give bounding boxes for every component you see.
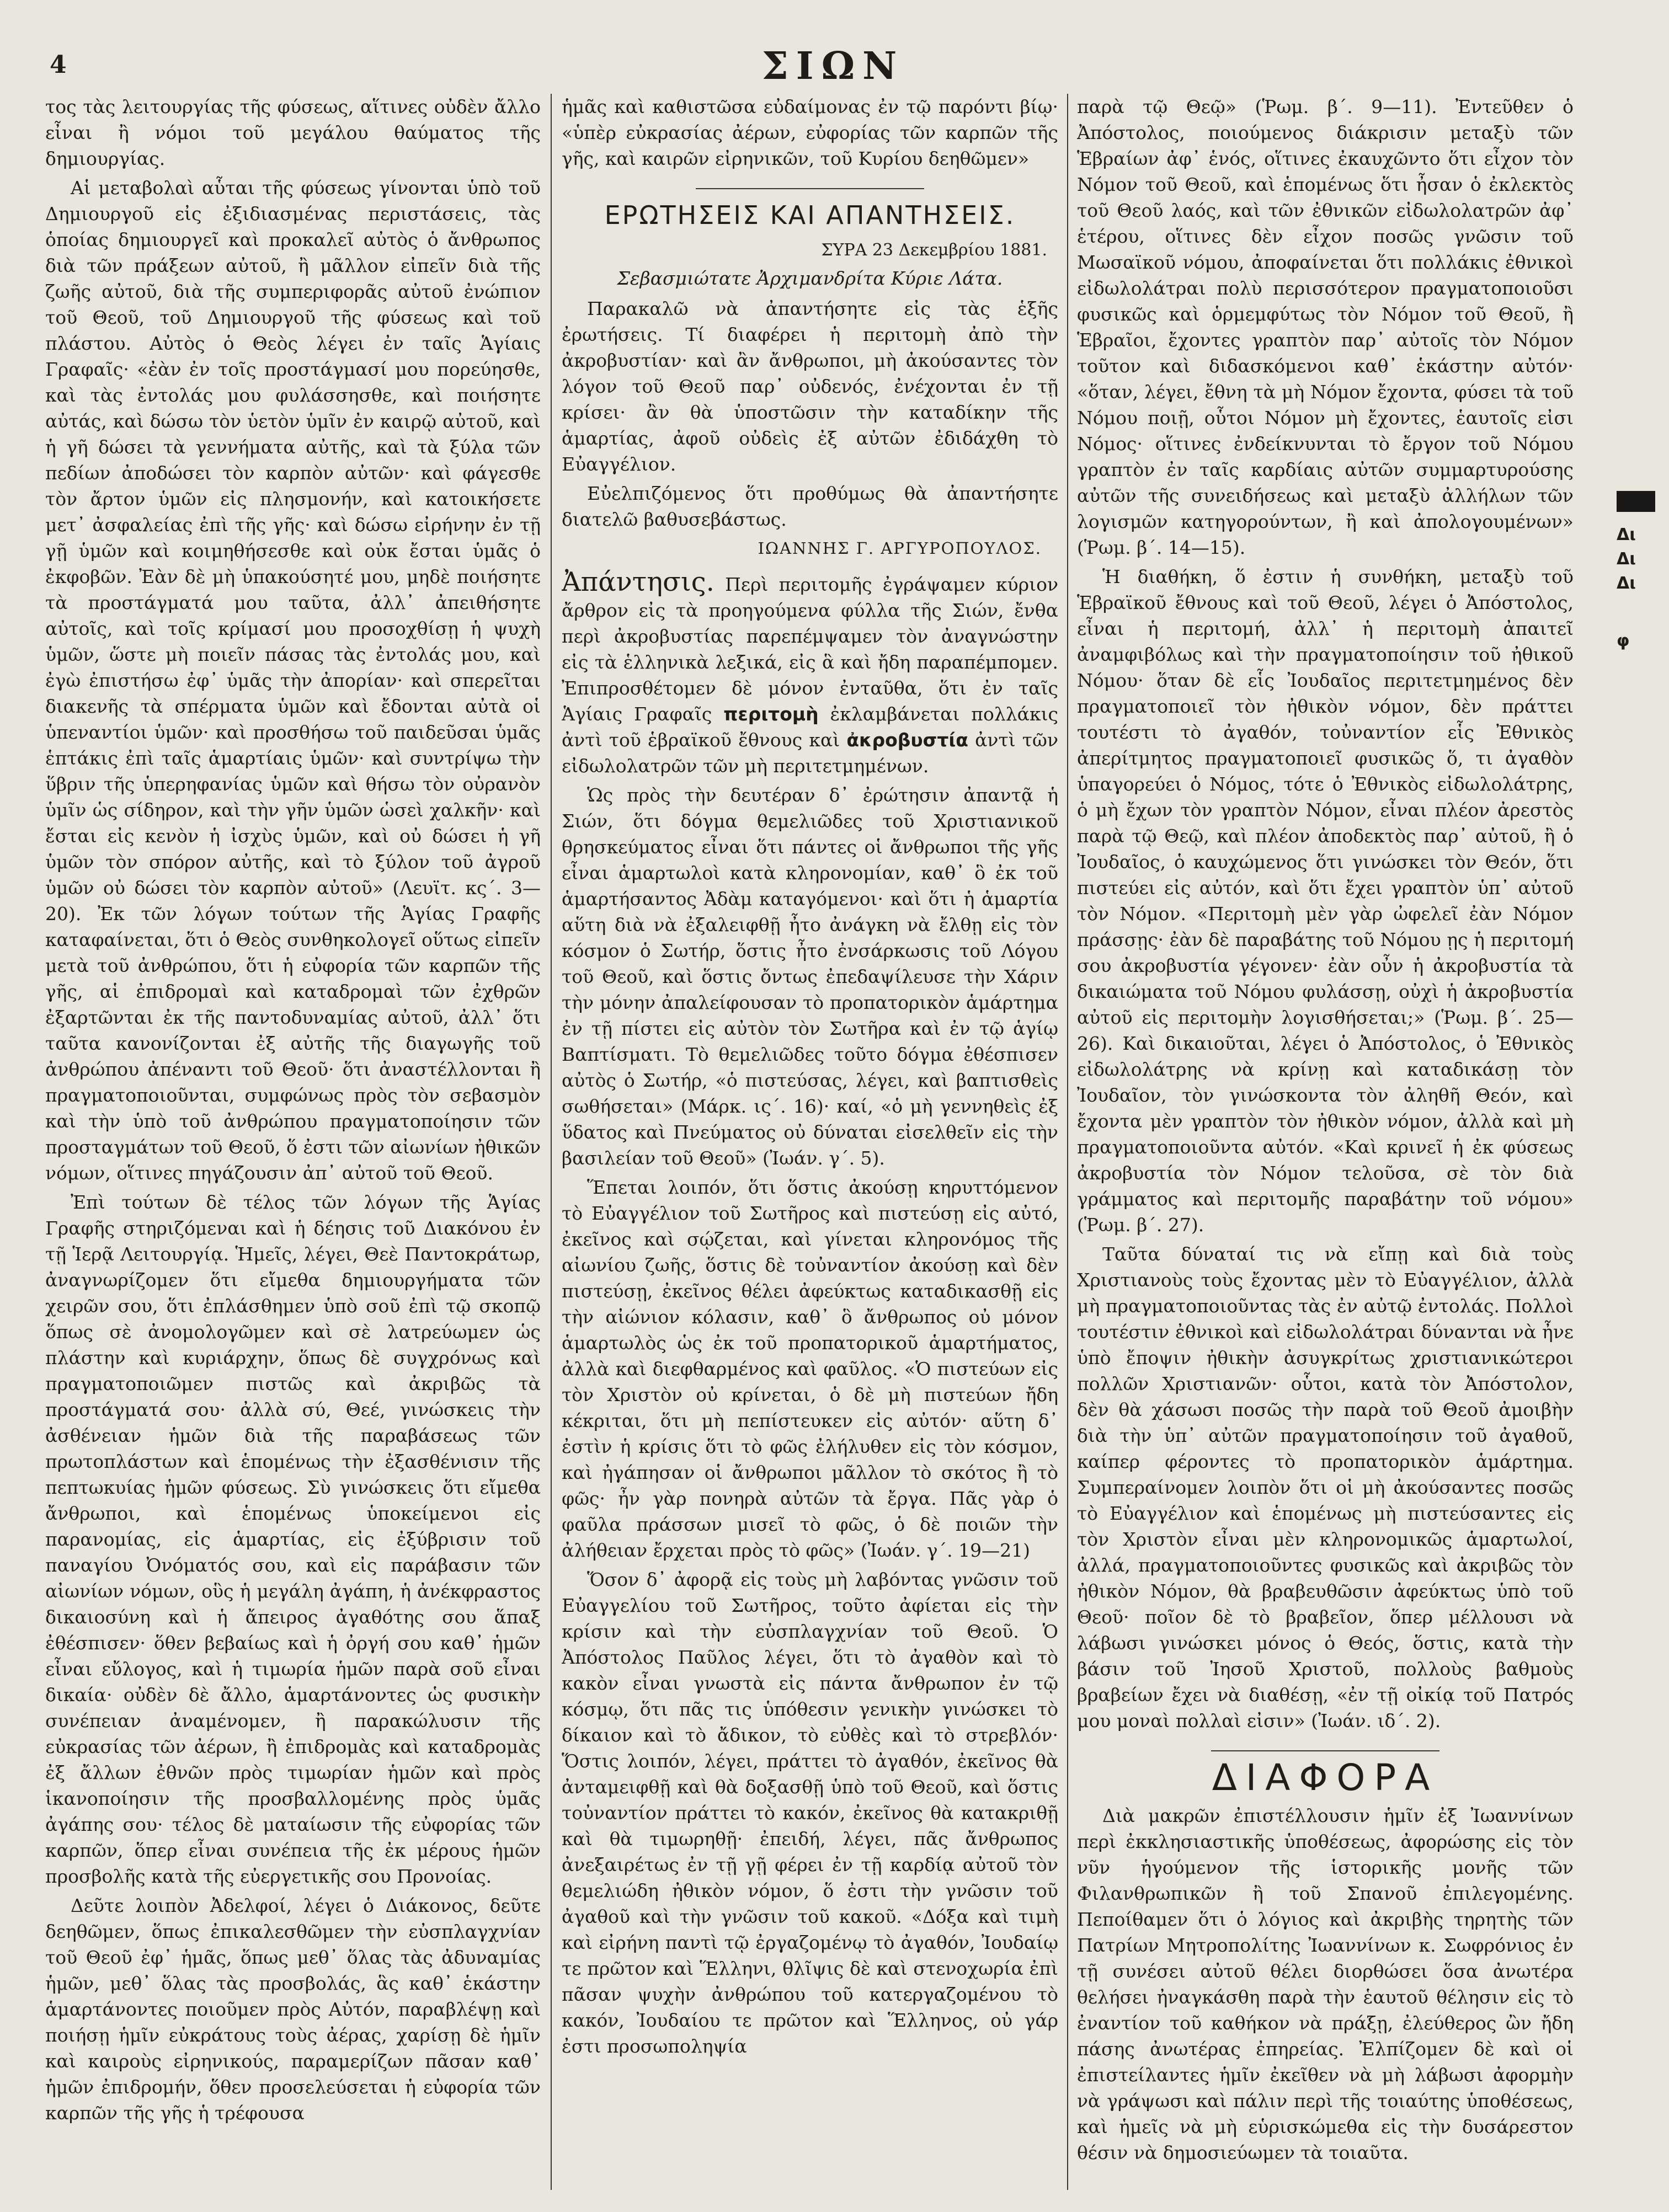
edge-text: Δι (1617, 549, 1636, 569)
paragraph: Ὡς πρὸς τὴν δευτέραν δ᾽ ἐρώτησιν ἀπαντᾷ ἡ Σιών, ὅτι δόγμα θεμελιῶδες τοῦ Χριστιανικοῦ θρησκεύματος εἶναι ὅτι πάντες οἱ ἄνθρωποι τῆς γῆς εἶναι ἁμαρτωλοὶ κατὰ κληρονομίαν, καθ᾽ ὃ ἐκ τοῦ ἁμαρτήσαντος Ἀδὰμ καταγόμενοι· καὶ ὅτι ἡ ἁμαρτία αὕτη διὰ νὰ ἐξαλειφθῇ ἦτο ἀνάγκη νὰ ἔλθῃ εἰς τὸν κόσμον ὁ Σωτήρ, ὅστις ἦτο ἐνσάρκωσις τοῦ Λόγου τοῦ Θεοῦ, καὶ ὅστις ὄντως ἐπεδαψίλευσε τὴν Χάριν τὴν μόνην ἀπαλείφουσαν τὸ προπατορικὸν ἁμάρτημα ἐν τῇ πίστει εἰς αὐτὸν τὸν Σωτῆρα καὶ ἐν τῷ ἁγίῳ Βαπτίσματι. Τὸ θεμελιῶδες τοῦτο δόγμα ἐθέσπισεν αὐτὸς ὁ Σωτήρ, «ὁ πιστεύσας, λέγει, καὶ βαπτισθεὶς σωθήσεται» (Μάρκ. ις΄. 16)· καί, «ὁ μὴ γεννηθεὶς ἐξ ὕδατος καὶ Πνεύματος οὐ δύναται εἰσελθεῖν εἰς τὴν βασιλείαν τοῦ Θεοῦ» (Ἰωάν. γ΄. 5). (562, 784, 1058, 1169)
edge-text: Δι (1617, 525, 1636, 544)
column-2 (562, 94, 1058, 2201)
letter-paragraph: Εὐελπιζόμενος ὅτι προθύμως θὰ ἀπαντήσητε διατελῶ βαθυσεβάστως. (562, 483, 1058, 530)
masthead: ΣΙΩΝ (761, 44, 905, 88)
paragraph: ἡμᾶς καὶ καθιστῶσα εὐδαίμονας ἐν τῷ παρόντι βίῳ· «ὑπὲρ εὐκρασίας ἀέρων, εὐφορίας τῶν καρπῶν τῆς γῆς, καὶ καιρῶν εἰρηνικῶν, τοῦ Κυρίου δεηθῶμεν» (562, 96, 1058, 169)
letter-salutation: Σεβασμιώτατε Ἀρχιμανδρίτα Κύριε Λάτα. (617, 268, 1003, 289)
term-uncircumcision: ἀκροβυστία (846, 729, 968, 751)
page-header (39, 44, 1628, 94)
adjacent-page-edge (1617, 491, 1669, 653)
paragraph: Ὅσον δ᾽ ἀφορᾷ εἰς τοὺς μὴ λαβόντας γνῶσιν τοῦ Εὐαγγελίου τοῦ Σωτῆρος, τοῦτο ἀφίεται εἰς τὴν κρίσιν καὶ τὴν εὐσπλαγχνίαν τοῦ Θεοῦ. Ὁ Ἀπόστολος Παῦλος λέγει, ὅτι τὸ ἀγαθὸν καὶ τὸ κακὸν εἶναι γνωστὰ εἰς πάντα ἄνθρωπον ἐν τῷ κόσμῳ, ὅτι πᾶς τις ὑπόθεσιν γενικὴν γινώσκει τὸ δίκαιον καὶ τὸ ἄδικον, τὸ εὐθὲς καὶ τὸ στρεβλόν· Ὅστις λοιπόν, λέγει, πράττει τὸ ἀγαθόν, ἐκεῖνος θὰ ἀνταμειφθῇ καὶ θὰ δοξασθῇ ὑπὸ τοῦ Θεοῦ, καὶ ὅστις τοὐναντίον πράττει τὸ κακόν, ἐκεῖνος θὰ κατακριθῇ καὶ θὰ τιμωρηθῇ· ἐπειδή, λέγει, πᾶς ἄνθρωπος ἀνεξαιρέτως ἐν τῇ γῇ φέρει ἐν τῇ καρδίᾳ αὐτοῦ τὸν θεμελιώδη ἠθικὸν νόμον, ὅ ἐστι τὴν γνῶσιν τοῦ ἀγαθοῦ καὶ τὴν γνῶσιν τοῦ κακοῦ. «Δόξα καὶ τιμὴ καὶ εἰρήνη παντὶ τῷ ἐργαζομένῳ τὸ ἀγαθόν, Ἰουδαίῳ τε πρῶτον καὶ Ἕλληνι, θλῖψις δὲ καὶ στενοχωρία ἐπὶ πᾶσαν ψυχὴν ἀνθρώπου τοῦ κατεργαζομένου τὸ κακόν, Ἰουδαίου τε πρῶτον καὶ Ἕλληνος, οὐ γάρ ἐστι προσωποληψία (562, 1569, 1058, 2057)
letter-signature: ΙΩΑΝΝΗΣ Γ. ΑΡΓΥΡΟΠΟΥΛΟΣ. (758, 539, 1042, 558)
answer-label: Ἀπάντησις. (562, 567, 714, 597)
paragraph: Ἐπὶ τούτων δὲ τέλος τῶν λόγων τῆς Ἁγίας Γραφῆς στηριζόμεναι καὶ ἡ δέησις τοῦ Διακόνου ἐν τῇ Ἱερᾷ Λειτουργίᾳ. Ἡμεῖς, λέγει, Θεὲ Παντοκράτωρ, ἀναγνωρίζομεν ὅτι εἴμεθα δημιουργήματα τῶν χειρῶν σου, ὅτι ἐπλάσθημεν ὑπὸ σοῦ ἐπὶ τῷ σκοπῷ ὅπως σὲ ἀνομολογῶμεν καὶ σὲ λατρεύωμεν ὡς πλάστην καὶ κυριάρχην, ὅπως δὲ συγχρόνως καὶ πραγματοποιῶμεν πιστῶς καὶ ἀκριβῶς τὰ προστάγματά σου· ἀλλὰ σύ, Θεέ, γινώσκεις τὴν ἀσθένειαν ἡμῶν διὰ τῆς παραβάσεως τῶν πρωτοπλάστων καὶ ἑπομένως τὴν ἐξασθένισιν τῆς πεπτωκυίας ἡμῶν φύσεως. Σὺ γινώσκεις ὅτι εἴμεθα ἄνθρωποι, καὶ ἑπομένως ὑποκείμενοι εἰς παρανομίας, εἰς ἁμαρτίας, εἰς ἐξύβρισιν τοῦ παναγίου Ὀνόματός σου, καὶ εἰς παράβασιν τῶν αἰωνίων νόμων, οὓς ἡ μεγάλη ἀγάπη, ἡ ἀνέκφραστος δικαιοσύνη καὶ ἡ ἄπειρος ἀγαθότης σου ἅπαξ ἐθέσπισεν· ὅθεν βεβαίως καὶ ἡ ὀργή σου καθ᾽ ἡμῶν εἶναι εὔλογος, καὶ ἡ τιμωρία ἡμῶν παρὰ σοῦ εἶναι δικαία· οὐδὲν δὲ ἄλλο, ἁμαρτάνοντες ὡς φυσικὴν συνέπειαν ἀναμένομεν, ἢ παρακώλυσιν τῆς εὐκρασίας τῶν ἀέρων, ἢ ἐπιδρομὰς καὶ καταδρομὰς ἐξ ἄλλων ἐθνῶν πρὸς τιμωρίαν ἡμῶν καὶ πρὸς ἱκανοποίησιν τῆς προσβαλλομένης πρὸς ὑμᾶς ἀγάπης σου· τέλος δὲ ματαίωσιν τῆς εὐφορίας τῶν καρπῶν, ὅπερ εἶναι συνέπεια τῆς ἐκ μέρους ἡμῶν προσβολῆς κατὰ τῆς εὐεργετικῆς σου Προνοίας. (45, 1192, 541, 1887)
term-circumcision: περιτομὴ (723, 703, 819, 725)
edge-text: φ (1617, 631, 1630, 650)
misc-paragraph: Διὰ μακρῶν ἐπιστέλλουσιν ἡμῖν ἐξ Ἰωαννίνων περὶ ἐκκλησιαστικῆς ὑποθέσεως, ἀφορώσης εἰς τὸν νῦν ἡγούμενον τῆς ἱστορικῆς μονῆς τῶν Φιλανθρωπικῶν ἢ τοῦ Σπανοῦ ἐπιλεγομένης. Πεποίθαμεν ὅτι ὁ λόγιος καὶ ἀκριβὴς τηρητὴς τῶν Πατρίων Μητροπολίτης Ἰωαννίνων κ. Σωφρόνιος ἐν τῇ συνέσει αὐτοῦ θέλει διορθώσει ὅσα ἀνωτέρα θελήσει ἠναγκάσθη παρὰ τὴν ἑαυτοῦ θέλησιν εἰς τὸ ἐναντίον τοῦ καθήκον νὰ πράξῃ, ἐλεύθερος ὢν ἤδη πάσης ἀνωτέρας ἐπηρείας. Ἐλπίζομεν δὲ καὶ οἱ ἐπιστείλαντες ἡμῖν ἐκεῖθεν νὰ μὴ λάβωσι ἀφορμὴν νὰ γράψωσι καὶ πάλιν περὶ τῆς τοιαύτης ὑποθέσεως, καὶ ἡμεῖς νὰ μὴ εὑρισκώμεθα εἰς τὴν δυσάρεστον θέσιν νὰ δημοσιεύωμεν τὰ τοιαῦτα. (1077, 1805, 1574, 2163)
answer-end: ἀντὶ τῶν εἰδωλολατρῶν τῶν μὴ περιτετμημένων. (562, 729, 1058, 777)
paragraph: Ἕπεται λοιπόν, ὅτι ὅστις ἀκούσῃ κηρυττόμενον τὸ Εὐαγγέλιον τοῦ Σωτῆρος καὶ πιστεύσῃ εἰς αὐτό, ἐκεῖνος καὶ σῴζεται, καὶ γίνεται κληρονόμος τῆς αἰωνίου ζωῆς, ὅστις δὲ τοὐναντίον ἀκούσῃ καὶ δὲν πιστεύσῃ, ἐκεῖνος θέλει ἀφεύκτως καταδικασθῇ εἰς τὴν αἰώνιον κόλασιν, καθ᾽ ὃ ἄνθρωπος οὐ μόνον ἁμαρτωλὸς ὡς ἐκ τοῦ προπατορικοῦ ἁμαρτήματος, ἀλλὰ καὶ διεφθαρμένος καὶ φαῦλος. «Ὁ πιστεύων εἰς τὸν Χριστὸν οὐ κρίνεται, ὁ δὲ μὴ πιστεύων ἤδη κέκριται, ὅτι μὴ πεπίστευκεν εἰς αὐτόν· αὕτη δ᾽ ἐστὶν ἡ κρίσις ὅτι τὸ φῶς ἐλήλυθεν εἰς τὸν κόσμον, καὶ ἠγάπησαν οἱ ἄνθρωποι μᾶλλον τὸ σκότος ἢ τὸ φῶς· ἦν γὰρ πονηρὰ αὐτῶν τὰ ἔργα. Πᾶς γὰρ ὁ φαῦλα πράσσων μισεῖ τὸ φῶς, ὁ δὲ ποιῶν τὴν ἀλήθειαν ἔρχεται πρὸς τὸ φῶς» (Ἰωάν. γ΄. 19—21) (562, 1177, 1058, 1561)
letter-paragraph: Παρακαλῶ νὰ ἀπαντήσητε εἰς τὰς ἑξῆς ἐρωτήσεις. Τί διαφέρει ἡ περιτομὴ ἀπὸ τὴν ἀκροβυστίαν· καὶ ἂν ἄνθρωποι, μὴ ἀκούσαντες τὸν λόγον τοῦ Θεοῦ παρ᾽ οὐδενός, ἐνέχονται ἐν τῇ κρίσει· ἂν θὰ ὑποστῶσιν τὴν καταδίκην τῆς ἁμαρτίας, ἀφοῦ οὐδεὶς ἐξ αὐτῶν ἐδιδάχθη τὸ Εὐαγγέλιον. (562, 298, 1058, 475)
column-3 (1077, 94, 1574, 2201)
answer-paragraph (562, 569, 1058, 779)
paragraph: Ταῦτα δύναταί τις νὰ εἴπῃ καὶ διὰ τοὺς Χριστιανοὺς τοὺς ἔχοντας μὲν τὸ Εὐαγγέλιον, ἀλλὰ μὴ πραγματοποιοῦντας τὰς ἐν αὐτῷ ἐντολάς. Πολλοὶ τουτέστιν ἐθνικοὶ καὶ εἰδωλολάτραι δύνανται νὰ ἦνε ὑπὸ ἔποψιν ἠθικὴν ἀσυγκρίτως χριστιανικώτεροι πολλῶν Χριστιανῶν· οὗτοι, κατὰ τὸν Ἀπόστολον, δὲν θὰ χάσωσι ποσῶς τὴν παρὰ τοῦ Θεοῦ ἀμοιβὴν διὰ τὴν ὑπ᾽ αὐτῶν πραγματοποίησιν τοῦ ἀγαθοῦ, καίπερ φέροντες τὸ προπατορικὸν ἁμάρτημα. Συμπεραίνομεν λοιπὸν ὅτι οἱ μὴ ἀκούσαντες ποσῶς τὸ Εὐαγγέλιον καὶ ἑπομένως μὴ πιστεύσαντες εἰς τὸν Χριστὸν εἶναι μὲν κληρονομικῶς ἁμαρτωλοί, ἀλλά, πραγματοποιοῦντες φυσικῶς καὶ ἀκριβῶς τὸν ἠθικὸν Νόμον, θὰ βραβευθῶσιν ἀφεύκτως ὑπὸ τοῦ Θεοῦ· ποῖον δὲ τὸ βραβεῖον, ὅπερ μέλλουσι νὰ λάβωσι γινώσκει μόνος ὁ Θεός, ὅστις, κατὰ τὴν βάσιν τοῦ Ἰησοῦ Χριστοῦ, πολλοὺς βαθμοὺς βραβείων ἔχει νὰ διαθέσῃ, «ἐν τῇ οἰκίᾳ τοῦ Πατρός μου μοναὶ πολλαὶ εἰσιν» (Ἰωάν. ιδ΄. 2). (1077, 1243, 1574, 1732)
paragraph: τος τὰς λειτουργίας τῆς φύσεως, αἵτινες οὐδὲν ἄλλο εἶναι ἢ νόμοι τοῦ μεγάλου θαύματος τῆς δημιουργίας. (45, 96, 541, 169)
edge-text: Δι (1617, 574, 1636, 593)
column-rule-1 (551, 94, 552, 2190)
paragraph: Δεῦτε λοιπὸν Ἀδελφοί, λέγει ὁ Διάκονος, δεῦτε δεηθῶμεν, ὅπως ἐπικαλεσθῶμεν τὴν εὐσπλαγχνίαν τοῦ Θεοῦ ἐφ᾽ ἡμᾶς, ὅπως μεθ᾽ ὅλας τὰς ἀδυναμίας ἡμῶν, μεθ᾽ ὅλας τὰς προσβολάς, ἃς καθ᾽ ἑκάστην ἁμαρτάνοντες ποιοῦμεν πρὸς Αὐτόν, παραβλέψῃ καὶ ποιήσῃ ἡμῖν εὐκράτους τοὺς ἀέρας, χαρίσῃ δὲ ἡμῖν καὶ καιροὺς εἰρηνικούς, παραμερίζων πᾶσαν καθ᾽ ἡμῶν ἐπιδρομήν, ὅθεν προσελεύσεται ἡ εὐφορία τῶν καρπῶν τῆς γῆς ἡ τρέφουσα (45, 1895, 541, 2124)
paragraph: Αἱ μεταβολαὶ αὗται τῆς φύσεως γίνονται ὑπὸ τοῦ Δημιουργοῦ εἰς ἐξιδιασμένας περιστάσεις, τὰς ὁποίας δημιουργεῖ καὶ προκαλεῖ αὐτὸς ὁ ἄνθρωπος διὰ τῶν πράξεων αὐτοῦ, ἢ μᾶλλον εἰπεῖν διὰ τῆς ζωῆς αὐτοῦ, διὰ τῆς συμπεριφορᾶς αὐτοῦ ἐνώπιον τοῦ Θεοῦ, τοῦ Δημιουργοῦ τῆς φύσεως καὶ τοῦ πλάστου. Αὐτὸς ὁ Θεὸς λέγει ἐν ταῖς Ἁγίαις Γραφαῖς· «ἐὰν ἐν τοῖς προστάγμασί μου πορεύησθε, καὶ τὰς ἐντολάς μου φυλάσσησθε, καὶ ποιήσητε αὐτάς, καὶ δώσω τὸν ὑετὸν ὑμῖν ἐν καιρῷ αὐτοῦ, καὶ ἡ γῆ δώσει τὰ γεννήματα αὐτῆς, καὶ τὰ ξύλα τῶν πεδίων ἀποδώσει τὸν καρπὸν αὐτῶν· καὶ φάγεσθε τὸν ἄρτον ὑμῶν εἰς πλησμονήν, καὶ κατοικήσετε μετ᾽ ἀσφαλείας ἐπὶ τῆς γῆς· καὶ δώσω εἰρήνην ἐν τῇ γῇ ὑμῶν καὶ κοιμηθήσεσθε καὶ οὐκ ἔσται ὑμᾶς ὁ ἐκφοβῶν. Ἐὰν δὲ μὴ ὑπακούσητέ μου, μηδὲ ποιήσητε τὰ προστάγματά μου ταῦτα, ἀλλ᾽ ἀπειθήσητε αὐτοῖς, καὶ τοῖς κρίμασί μου προσοχθίσῃ ἡ ψυχὴ ὑμῶν, ὥστε μὴ ποιεῖν πάσας τὰς ἐντολάς μου, καὶ ἐγὼ ἐπιστήσω ἐφ᾽ ὑμᾶς τὴν ἀπορίαν· καὶ σπερεῖται διακενῆς τὰ σπέρματα ὑμῶν καὶ ἔδονται αὐτὰ οἱ ὑπεναντίοι ὑμῶν· καὶ προσθήσω τοῦ παιδεῦσαι ὑμᾶς ἑπτάκις ἐπὶ ταῖς ἁμαρτίαις ὑμῶν· καὶ συντρίψω τὴν ὕβριν τῆς ὑπερηφανίας ὑμῶν καὶ θήσω τὸν οὐρανὸν ὑμῖν ὡς σίδηρον, καὶ τὴν γῆν ὑμῶν ὡσεὶ χαλκῆν· καὶ ἔσται εἰς κενὸν ἡ ἰσχὺς ὑμῶν, καὶ οὐ δώσει ἡ γῆ ὑμῶν τὸν σπόρον αὐτῆς, καὶ τὸ ξύλον τοῦ ἀγροῦ ὑμῶν οὐ δώσει τὸν καρπὸν αὐτοῦ» (Λευϊτ. κς΄. 3—20). Ἐκ τῶν λόγων τούτων τῆς Ἁγίας Γραφῆς καταφαίνεται, ὅτι ὁ Θεὸς συνθηκολογεῖ οὕτως εἰπεῖν μετὰ τοῦ ἀνθρώπου, ὅτι ἡ εὐφορία τῶν καρπῶν τῆς γῆς, αἱ ἐπιδρομαὶ καὶ καταδρομαὶ τῶν ἐχθρῶν ἐξαρτῶνται ἐκ τῆς παντοδυναμίας αὐτοῦ, ἀλλ᾽ ὅτι ταῦτα κανονίζονται ἐξ αὐτῆς τῆς διαγωγῆς τοῦ ἀνθρώπου ἀπέναντι τοῦ Θεοῦ· ὅτι ἀναστέλλονται ἢ πραγματοποιοῦνται, συμφώνως πρὸς τὸν σεβασμὸν καὶ τὴν ὑπὸ τοῦ ἀνθρώπου πραγματοποίησιν τῶν προσταγμάτων τοῦ Θεοῦ, ὅ ἐστι τῶν αἰωνίων ἠθικῶν νόμων, οἵτινες πηγάζουσιν ἀπ᾽ αὐτοῦ τοῦ Θεοῦ. (45, 177, 541, 1184)
answer-mid: ἐκλαμβάνεται πολλάκις ἀντὶ τοῦ ἑβραϊκοῦ ἔθνους καὶ (562, 703, 1058, 751)
edge-dark-block (1617, 491, 1655, 512)
page-number: 4 (50, 51, 67, 79)
paragraph: Ἡ διαθήκη, ὅ ἐστιν ἡ συνθήκη, μεταξὺ τοῦ Ἑβραϊκοῦ ἔθνους καὶ τοῦ Θεοῦ, λέγει ὁ Ἀπόστολος, εἶναι ἡ περιτομή, ἀλλ᾽ ἡ περιτομὴ ἀπαιτεῖ ἀναμφιβόλως καὶ τὴν πραγματοποίησιν τοῦ ἠθικοῦ Νόμου· ὅταν δὲ εἷς Ἰουδαῖος περιτετμημένος δὲν πραγματοποιεῖ τὸν ἠθικὸν νόμον, δὲν πράττει τουτέστι τὸ ἀγαθόν, τοὐναντίον εἷς Ἐθνικὸς ἀπερίτμητος πραγματοποιεῖ φυσικῶς ὅ, τι ἀγαθὸν ὑπαγορεύει ὁ Νόμος, τότε ὁ Ἐθνικὸς εἰδωλολάτρης, ὁ μὴ ἔχων τὸν γραπτὸν Νόμον, εἶναι πλέον ἀρεστὸς παρὰ τῷ Θεῷ, καὶ πλέον ἀποδεκτὸς παρ᾽ αὐτοῦ, ἢ ὁ Ἰουδαῖος, ὁ καυχώμενος ὅτι γινώσκει τὸν Θεόν, ὅτι πιστεύει εἰς αὐτόν, καὶ ὅτι ἔχει γραπτὸν ὑπ᾽ αὐτοῦ τὸν Νόμον. «Περιτομὴ μὲν γὰρ ὠφελεῖ ἐὰν Νόμον πράσσῃς· ἐὰν δὲ παραβάτης τοῦ Νόμου ῃς ἡ περιτομή σου ἀκροβυστία γέγονεν· ἐὰν οὖν ἡ ἀκροβυστία τὰ δικαιώματα τοῦ Νόμου φυλάσσῃ, οὐχὶ ἡ ἀκροβυστία αὐτοῦ εἰς περιτομὴν λογισθήσεται;» (Ῥωμ. β΄. 25—26). Καὶ δικαιοῦται, λέγει ὁ Ἀπόστολος, ὁ Ἐθνικὸς εἰδωλολάτρης νὰ κρίνῃ καὶ καταδικάσῃ τὸν Ἰουδαῖον, τὸν γινώσκοντα τὸν ἀληθῆ Θεόν, καὶ ἔχοντα μὲν γραπτὸν τὸν ἠθικὸν νόμον, ἀλλὰ καὶ μὴ πραγματοποιοῦντα αὐτόν. «Καὶ κρινεῖ ἡ ἐκ φύσεως ἀκροβυστία τὸν Νόμον τελοῦσα, σὲ τὸν διὰ γράμματος καὶ περιτομῆς παραβάτην τοῦ νόμου» (Ῥωμ. β΄. 27). (1077, 566, 1574, 1236)
section-title-misc: ΔΙΑΦΟΡΑ (1212, 1756, 1439, 1799)
section-divider (1211, 1750, 1439, 1751)
answer-intro: Περὶ περιτομῆς ἐγράψαμεν κύριον ἄρθρον εἰς τὰ προηγούμενα φύλλα τῆς Σιών, ἔνθα περὶ ἀκροβυστίας παρεπέμψαμεν τὸν ἀναγνώστην εἰς τὰ ἑλληνικὰ λεξικά, εἰς ἃ καὶ ἤδη παραπέμπομεν. Ἐπιπροσθέτομεν δὲ μόνον ἐνταῦθα, ὅτι ἐν ταῖς Ἁγίαις Γραφαῖς (562, 574, 1058, 725)
column-rule-2 (1067, 94, 1068, 2190)
column-1 (45, 94, 541, 2201)
paragraph: παρὰ τῷ Θεῷ» (Ῥωμ. β΄. 9—11). Ἐντεῦθεν ὁ Ἀπόστολος, ποιούμενος διάκρισιν μεταξὺ τῶν Ἑβραίων ἀφ᾽ ἑνός, οἵτινες ἐκαυχῶντο ὅτι εἶχον τὸν Νόμον τοῦ Θεοῦ, καὶ ἑπομένως ὅτι ἦσαν ὁ ἐκλεκτὸς τοῦ Θεοῦ λαός, καὶ τῶν ἐθνικῶν εἰδωλολατρῶν ἀφ᾽ ἑτέρου, οἵτινες δὲν εἶχον ποσῶς γνῶσιν τοῦ Μωσαϊκοῦ νόμου, ἀποφαίνεται ὅτι πολλάκις ἐθνικοὶ εἰδωλολάτραι πολὺ περισσότερον πραγματοποιοῦσι φυσικῶς καὶ ὁρμεμφύτως τὸν Νόμον τοῦ Θεοῦ, ἢ Ἑβραῖοι, ἔχοντες γραπτὸν παρ᾽ αὐτοῖς τὸν Νόμον τοῦτον καὶ διδασκόμενοι καθ᾽ ἑκάστην αὐτόν· «ὅταν, λέγει, ἔθνη τὰ μὴ Νόμον ἔχοντα, φύσει τὰ τοῦ Νόμου ποιῇ, οὗτοι Νόμον μὴ ἔχοντες, ἑαυτοῖς εἰσι Νόμος· οἵτινες ἐνδείκνυνται τὸ ἔργον τοῦ Νόμου γραπτὸν ἐν ταῖς καρδίαις αὐτῶν συμμαρτυρούσης αὐτῶν τῆς συνειδήσεως καὶ μεταξὺ ἀλλήλων τῶν λογισμῶν κατηγορούντων, ἢ καὶ ἀπολογουμένων» (Ῥωμ. β΄. 14—15). (1077, 96, 1574, 558)
section-divider (696, 188, 924, 189)
letter-dateline: ΣΥΡΑ 23 Δεκεμβρίου 1881. (821, 241, 1047, 260)
section-title-questions: ΕΡΩΤΗΣΕΙΣ ΚΑΙ ΑΠΑΝΤΗΣΕΙΣ. (604, 200, 1016, 230)
